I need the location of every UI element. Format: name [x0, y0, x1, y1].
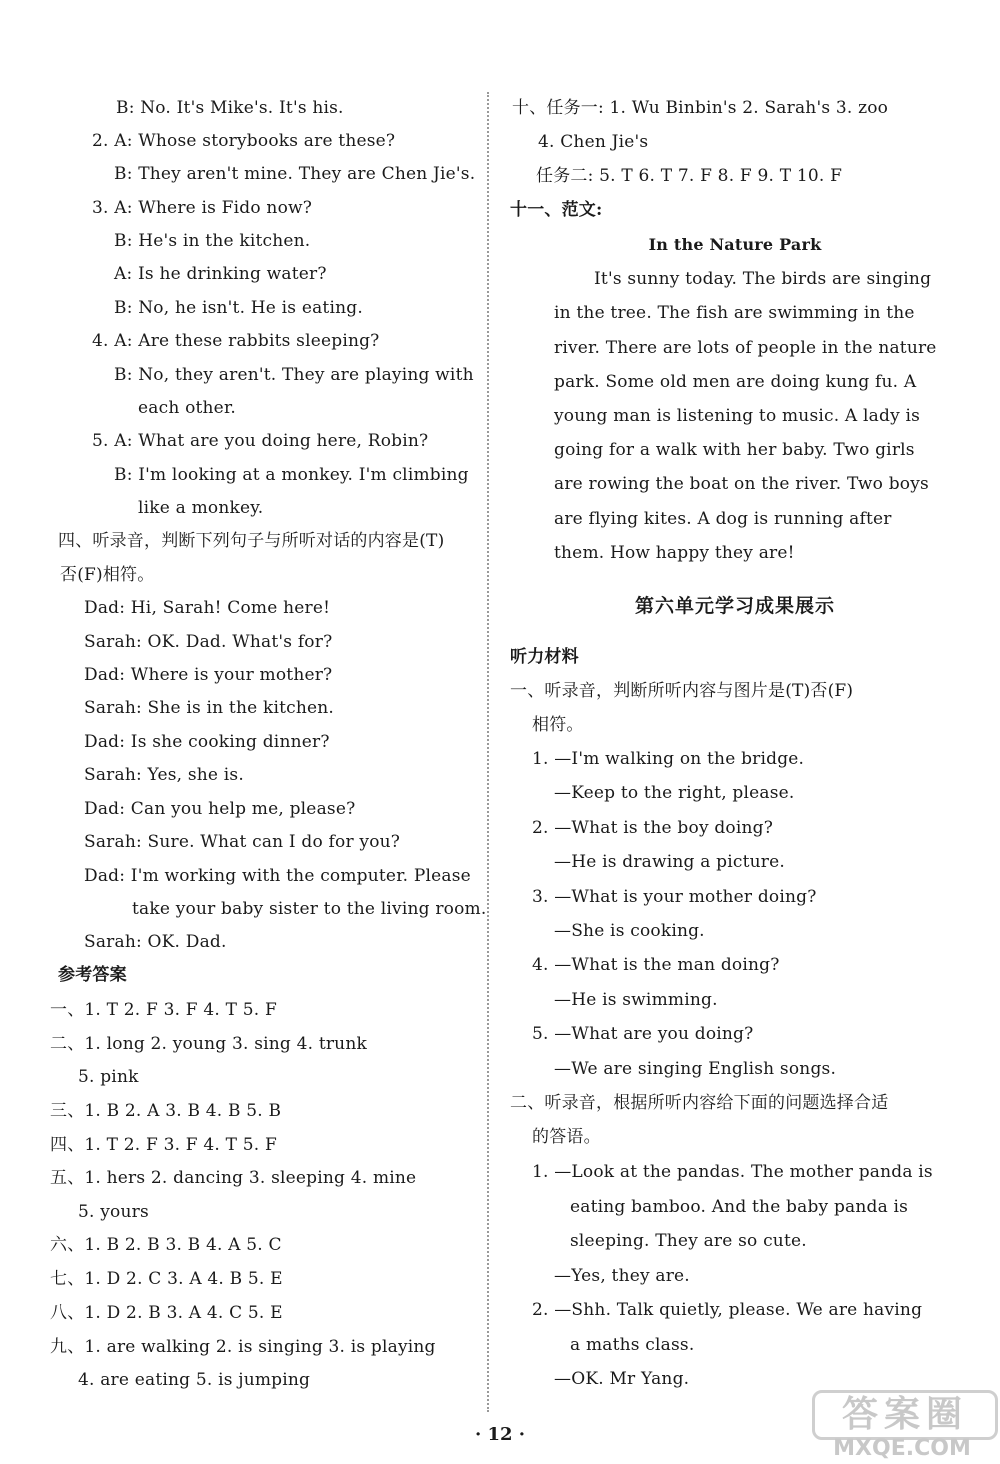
text-line: B: No, they aren't. They are playing with — [114, 365, 474, 385]
watermark — [812, 1390, 992, 1462]
dialogue-line: 1. —I'm walking on the bridge. — [532, 749, 805, 769]
text-line: each other. — [138, 398, 237, 418]
dialogue-line: —He is swimming. — [554, 990, 718, 1010]
dialogue-line: Dad: Is she cooking dinner? — [84, 732, 330, 752]
essay-line: in the tree. The fish are swimming in the — [554, 303, 915, 323]
essay-line: river. There are lots of people in the nature — [554, 338, 937, 358]
essay-line: young man is listening to music. A lady is — [554, 406, 921, 426]
text-line: B: No. It's Mike's. It's his. — [116, 98, 344, 118]
text-line: 否(F)相符。 — [60, 565, 155, 585]
dialogue-line: 5. —What are you doing? — [532, 1024, 754, 1044]
essay-line: are rowing the boat on the river. Two boys — [554, 474, 929, 494]
essay-line: are flying kites. A dog is running after — [554, 509, 892, 529]
answer-line: 4. are eating 5. is jumping — [78, 1370, 311, 1390]
unit-heading: 第六单元学习成果展示 — [634, 595, 835, 617]
dialogue-line: 4. —What is the man doing? — [532, 955, 780, 975]
section-heading: 四、听录音，判断下列句子与所听对话的内容是(T) — [58, 531, 445, 551]
answer-line: 5. yours — [78, 1202, 149, 1222]
dialogue-line: Sarah: OK. Dad. What's for? — [84, 632, 333, 652]
text-line: like a monkey. — [138, 498, 264, 518]
section-heading: 一、听录音，判断所听内容与图片是(T)否(F) — [510, 681, 854, 701]
dialogue-line: —Yes, they are. — [554, 1266, 690, 1286]
answer-line: 六、1. B 2. B 3. B 4. A 5. C — [50, 1235, 282, 1255]
dialogue-line: Dad: I'm working with the computer. Please — [84, 866, 471, 886]
watermark-logo: 答案圈 — [812, 1390, 998, 1440]
answer-line: 4. Chen Jie's — [538, 132, 649, 152]
answer-line: 四、1. T 2. F 3. F 4. T 5. F — [50, 1135, 277, 1155]
dialogue-line: eating bamboo. And the baby panda is — [570, 1197, 909, 1217]
dialogue-line: 3. —What is your mother doing? — [532, 887, 817, 907]
dialogue-line: Sarah: Yes, she is. — [84, 765, 244, 785]
answer-line: 二、1. long 2. young 3. sing 4. trunk — [50, 1034, 367, 1054]
dialogue-line: Dad: Can you help me, please? — [84, 799, 356, 819]
column-divider — [487, 92, 489, 1412]
answer-line: 五、1. hers 2. dancing 3. sleeping 4. mine — [50, 1168, 417, 1188]
dialogue-line: a maths class. — [570, 1335, 695, 1355]
essay-title: In the Nature Park — [648, 235, 822, 254]
text-line: 2. A: Whose storybooks are these? — [92, 131, 396, 151]
dialogue-line: 2. —Shh. Talk quietly, please. We are having — [532, 1300, 923, 1320]
text-line: B: No, he isn't. He is eating. — [114, 298, 363, 318]
dialogue-line: Dad: Where is your mother? — [84, 665, 333, 685]
text-line: B: He's in the kitchen. — [114, 231, 311, 251]
text-line: B: They aren't mine. They are Chen Jie's. — [114, 164, 476, 184]
watermark-url: MXQE.COM — [833, 1436, 971, 1461]
listening-material-heading: 听力材料 — [510, 647, 579, 667]
text-line: B: I'm looking at a monkey. I'm climbing — [114, 465, 469, 485]
dialogue-line: 1. —Look at the pandas. The mother panda is — [532, 1162, 933, 1182]
answer-line: 八、1. D 2. B 3. A 4. C 5. E — [50, 1303, 283, 1323]
answer-line: 任务二: 5. T 6. T 7. F 8. F 9. T 10. F — [536, 166, 843, 186]
dialogue-line: —We are singing English songs. — [554, 1059, 837, 1079]
answer-line: 5. pink — [78, 1067, 139, 1087]
answer-line: 一、1. T 2. F 3. F 4. T 5. F — [50, 1000, 277, 1020]
answer-line: 三、1. B 2. A 3. B 4. B 5. B — [50, 1101, 282, 1121]
dialogue-line: Dad: Hi, Sarah! Come here! — [84, 598, 331, 618]
dialogue-line: Sarah: Sure. What can I do for you? — [84, 832, 401, 852]
section-heading: 十一、范文: — [510, 200, 603, 220]
dialogue-line: Sarah: OK. Dad. — [84, 932, 227, 952]
dialogue-line: Sarah: She is in the kitchen. — [84, 698, 335, 718]
essay-line: park. Some old men are doing kung fu. A — [554, 372, 917, 392]
dialogue-line: —Keep to the right, please. — [554, 783, 795, 803]
text-line: 3. A: Where is Fido now? — [92, 198, 313, 218]
text-line: 的答语。 — [532, 1127, 601, 1147]
dialogue-line: —She is cooking. — [554, 921, 705, 941]
answer-line: 十、任务一: 1. Wu Binbin's 2. Sarah's 3. zoo — [512, 98, 889, 118]
text-line: A: Is he drinking water? — [114, 264, 327, 284]
dialogue-line: take your baby sister to the living room. — [132, 899, 487, 919]
answer-key-heading: 参考答案 — [58, 965, 127, 985]
dialogue-line: sleeping. They are so cute. — [570, 1231, 807, 1251]
answer-line: 九、1. are walking 2. is singing 3. is playing — [50, 1337, 436, 1357]
text-line: 4. A: Are these rabbits sleeping? — [92, 331, 380, 351]
text-line: 相符。 — [532, 715, 584, 735]
text-line: 5. A: What are you doing here, Robin? — [92, 431, 429, 451]
dialogue-line: —He is drawing a picture. — [554, 852, 785, 872]
section-heading: 二、听录音，根据所听内容给下面的问题选择合适 — [510, 1093, 889, 1113]
dialogue-line: —OK. Mr Yang. — [554, 1369, 690, 1389]
essay-line: going for a walk with her baby. Two girls — [554, 440, 915, 460]
dialogue-line: 2. —What is the boy doing? — [532, 818, 774, 838]
answer-line: 七、1. D 2. C 3. A 4. B 5. E — [50, 1269, 283, 1289]
essay-line: It's sunny today. The birds are singing — [594, 269, 932, 289]
page-number: · 12 · — [474, 1424, 526, 1445]
essay-line: them. How happy they are! — [554, 543, 795, 563]
